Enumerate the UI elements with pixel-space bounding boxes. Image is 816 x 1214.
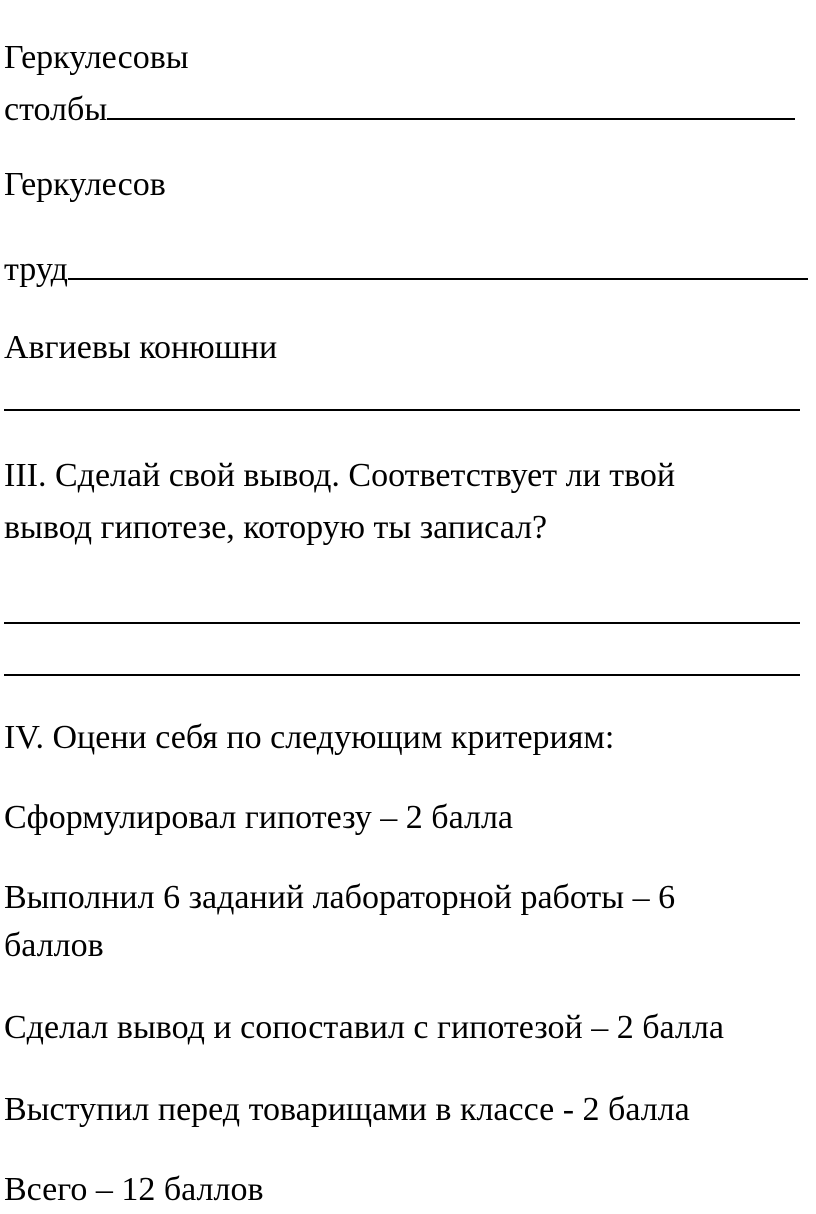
term-1-line-1: Геркулесовы bbox=[4, 39, 189, 76]
term-2-line-2 bbox=[4, 248, 808, 290]
answer-blank-3[interactable] bbox=[4, 409, 800, 411]
section-3-line-2: вывод гипотезе, которую ты записал? bbox=[4, 509, 548, 546]
total-score: Всего – 12 баллов bbox=[4, 1171, 264, 1208]
term-2-line-1: Геркулесов bbox=[4, 166, 166, 203]
section-4-heading: IV. Оцени себя по следующим критериям: bbox=[4, 719, 615, 756]
term-1-word: столбы bbox=[4, 91, 108, 128]
criterion-2-line-2: баллов bbox=[4, 927, 104, 964]
criterion-2-line-1: Выполнил 6 заданий лабораторной работы – 6 bbox=[4, 879, 676, 916]
term-2-word: труд bbox=[4, 251, 68, 288]
criterion-1: Сформулировал гипотезу – 2 балла bbox=[4, 799, 514, 836]
answer-blank-2[interactable] bbox=[68, 248, 808, 280]
criterion-4: Выступил перед товарищами в классе - 2 балла bbox=[4, 1091, 690, 1128]
conclusion-blank-2[interactable] bbox=[4, 674, 800, 676]
term-3-line-1: Авгиевы конюшни bbox=[4, 329, 278, 366]
section-3-line-1: III. Сделай свой вывод. Соответствует ли твой bbox=[4, 457, 676, 494]
answer-blank-1[interactable] bbox=[107, 88, 795, 120]
term-1-line-2 bbox=[4, 88, 795, 130]
criterion-3: Сделал вывод и сопоставил с гипотезой – 2 балла bbox=[4, 1009, 724, 1046]
conclusion-blank-1[interactable] bbox=[4, 622, 800, 624]
